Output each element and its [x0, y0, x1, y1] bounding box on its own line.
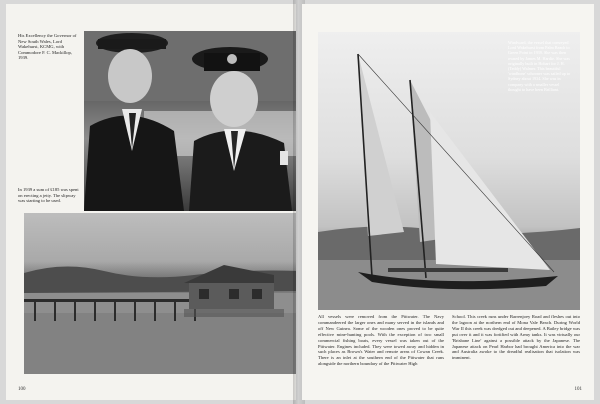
- yacht-caption: Windward, the vessel that conveyed Lord Wakehurst from Palm Beach to Green Point in 1939. She was then owned by James M. Hardie. She was originally built in Hobart for J. H. (Teddy) Walmer. This beautiful 'windbone' schooner was sailed up to Sydney about 1934. She was in company with a smaller vessel thought to have been Brilliant.: [508, 40, 571, 92]
- portrait-caption: His Excellency the Governor of New South Wales, Lord Wakehurst, KCMG, with Commodore F. C. Mackillop, 1939.: [18, 33, 77, 61]
- boatshed-jetty-photo: [24, 213, 296, 374]
- boatshed-caption: In 1939 a sum of £185 was spent on erecting a jetty. The slipway was starting to be used.: [18, 187, 79, 204]
- page-number-right: 101: [574, 387, 582, 392]
- right-page: [302, 4, 594, 400]
- windward-yacht-photo: [318, 32, 580, 310]
- body-text-column-1: All vessels were removed from the Pittwater. The Navy commandeered the larger ones and many served in the islands and off New Guinea. Some of the wooden ones proved to be quite effective mine-hunting pools. With the exception of two small commercial fishing boats, every vessel was taken out of the Pittwater. Engines included. They were towed away and hidden in such places as Brown's Water and remote areas of Cowan Creek. There is an inlet at the southern end of the Pittwater that runs alongside the northern boundary of the Pittwater High: [318, 314, 444, 367]
- page-number-left: 100: [18, 387, 26, 392]
- left-page: [6, 4, 296, 400]
- governor-portrait-photo: [84, 31, 296, 211]
- body-text-column-2: School. This creek runs under Barrenjoey Road and fleshes out into the lagoon at the northern end of Mona Vale Beach. During World War II this creek was dredged out and deepened. A Bailey bridge was put over it and it was fortified with Army tanks. It was virtually our 'Brisbane Line' against a possible attack by the Japanese. The Japanese attack on Pearl Harbor had brought America into the war and Australia awoke to the dreadful realisation that isolation was imminent.: [452, 314, 580, 361]
